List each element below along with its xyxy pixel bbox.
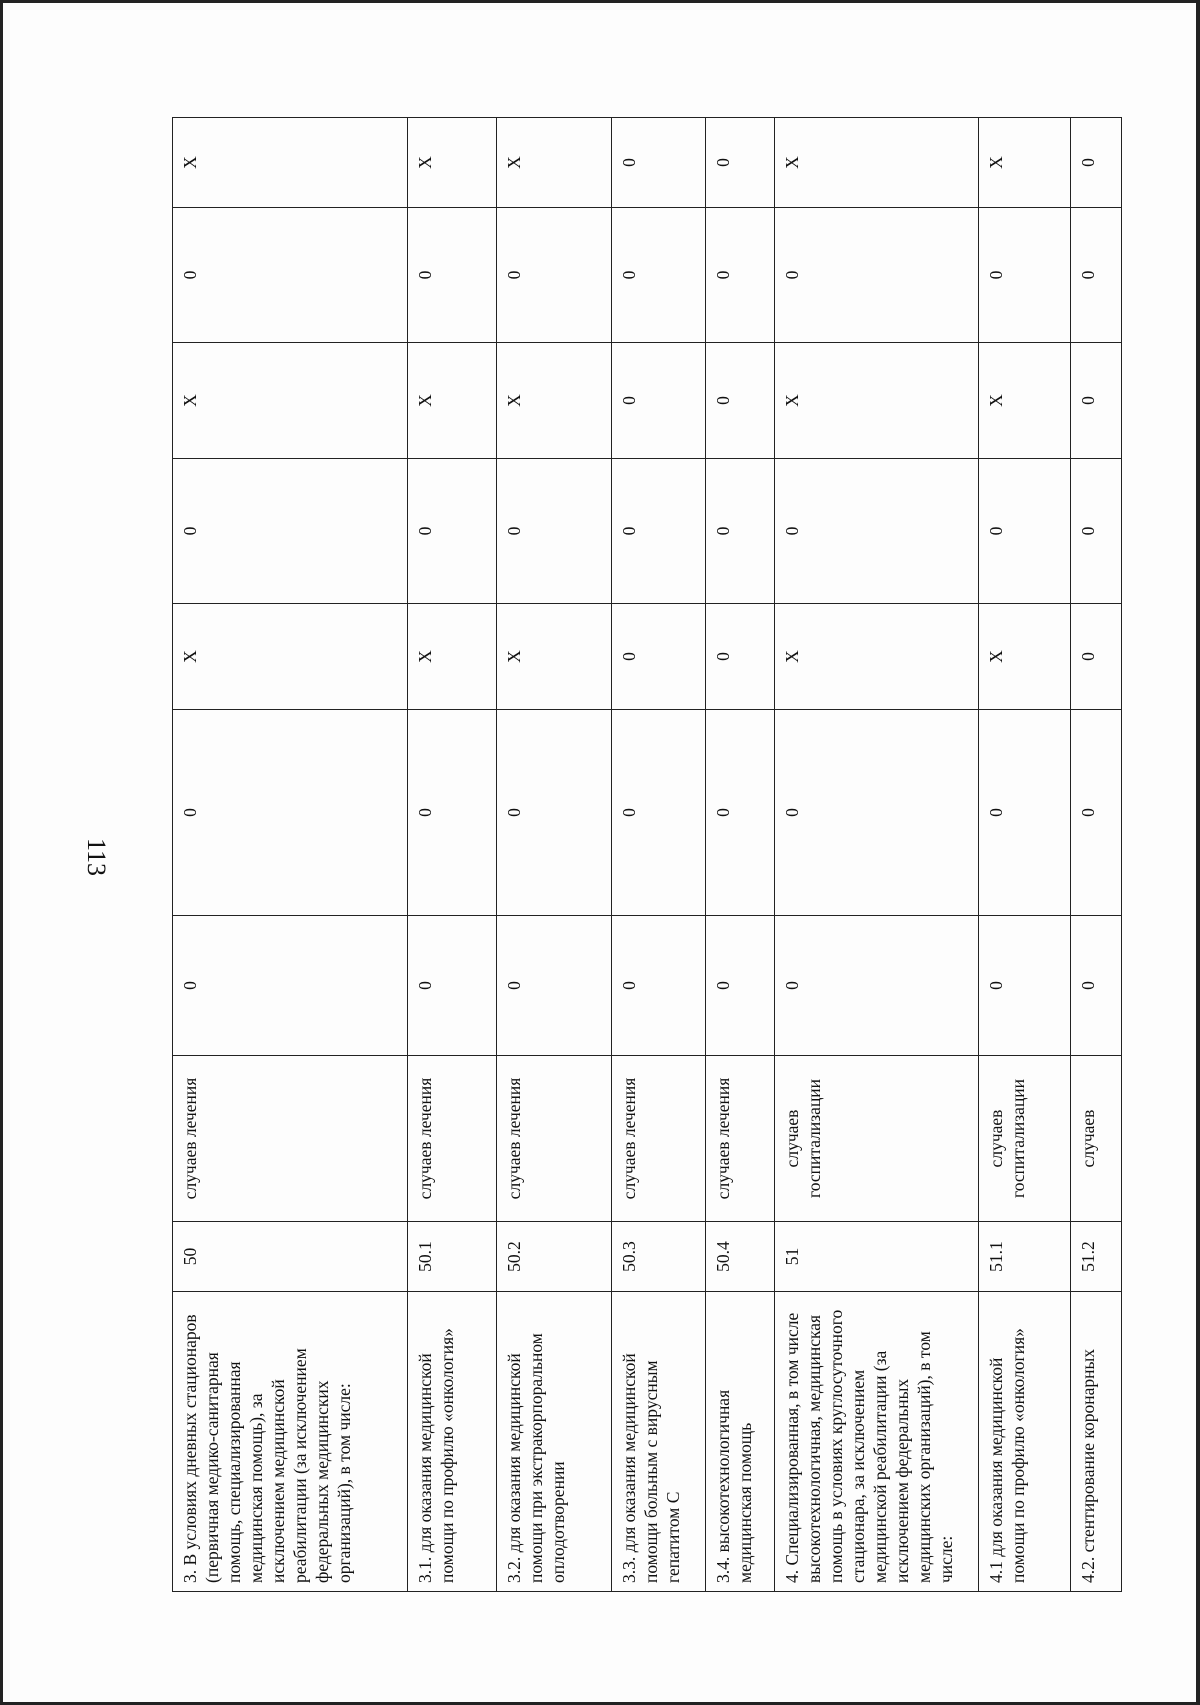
value-cell: 0 bbox=[1070, 208, 1121, 343]
value-cell: 0 bbox=[775, 916, 979, 1056]
row-unit: случаев лечения bbox=[173, 1056, 408, 1222]
row-name: 3.3. для оказания медицинской помощи больным с вирусным гепатитом С bbox=[611, 1292, 705, 1592]
value-cell: 0 bbox=[705, 118, 774, 208]
table-row bbox=[407, 118, 497, 1592]
row-name: 3. В условиях дневных стационаров (первичная медико-санитарная помощь, специализированная медицинская помощь), за исключением медицинской реабилитации (за исключением федеральных медицинских организаций), в том числе: bbox=[173, 1292, 408, 1592]
value-cell: Х bbox=[173, 604, 408, 710]
value-cell: Х bbox=[775, 118, 979, 208]
value-cell: 0 bbox=[979, 916, 1071, 1056]
row-code: 50.2 bbox=[497, 1222, 611, 1292]
row-name: 4.2. стентирование коронарных bbox=[1070, 1292, 1121, 1592]
value-cell: Х bbox=[979, 118, 1071, 208]
value-cell: Х bbox=[497, 604, 611, 710]
value-cell: 0 bbox=[173, 208, 408, 343]
indicator-table bbox=[172, 117, 1122, 1592]
row-unit: случаев лечения bbox=[497, 1056, 611, 1222]
row-unit: случаев лечения bbox=[407, 1056, 497, 1222]
row-unit: случаев госпитализации bbox=[979, 1056, 1071, 1222]
value-cell: Х bbox=[407, 118, 497, 208]
scan-edge-left bbox=[0, 0, 3, 1705]
row-unit: случаев лечения bbox=[611, 1056, 705, 1222]
value-cell: Х bbox=[497, 343, 611, 459]
page-number: 113 bbox=[82, 837, 111, 877]
row-name: 4. Специализированная, в том числе высокотехнологичная, медицинская помощь в условиях круглосуточного стационара, за исключением медицинской реабилитации (за исключением федеральных медицинских организаций), в том числе: bbox=[775, 1292, 979, 1592]
value-cell: 0 bbox=[1070, 459, 1121, 604]
value-cell: 0 bbox=[775, 208, 979, 343]
value-cell: 0 bbox=[1070, 604, 1121, 710]
value-cell: 0 bbox=[173, 916, 408, 1056]
row-code: 51.2 bbox=[1070, 1222, 1121, 1292]
value-cell: Х bbox=[173, 118, 408, 208]
value-cell: 0 bbox=[497, 916, 611, 1056]
value-cell: 0 bbox=[705, 710, 774, 916]
table-row bbox=[979, 118, 1071, 1592]
value-cell: 0 bbox=[407, 459, 497, 604]
scan-edge-top bbox=[0, 0, 1200, 3]
row-unit: случаев bbox=[1070, 1056, 1121, 1222]
value-cell: 0 bbox=[979, 208, 1071, 343]
value-cell: 0 bbox=[611, 710, 705, 916]
row-code: 50.4 bbox=[705, 1222, 774, 1292]
row-name: 3.1. для оказания медицинской помощи по профилю «онкология» bbox=[407, 1292, 497, 1592]
row-name: 3.2. для оказания медицинской помощи при экстракорпоральном оплодотворении bbox=[497, 1292, 611, 1592]
value-cell: 0 bbox=[407, 710, 497, 916]
table-row bbox=[1070, 118, 1121, 1592]
table-body bbox=[173, 118, 1122, 1592]
table-row bbox=[705, 118, 774, 1592]
value-cell: Х bbox=[979, 604, 1071, 710]
row-name: 4.1 для оказания медицинской помощи по профилю «онкология» bbox=[979, 1292, 1071, 1592]
row-unit: случаев лечения bbox=[705, 1056, 774, 1222]
value-cell: 0 bbox=[705, 208, 774, 343]
value-cell: 0 bbox=[611, 604, 705, 710]
value-cell: Х bbox=[407, 604, 497, 710]
value-cell: 0 bbox=[1070, 916, 1121, 1056]
value-cell: 0 bbox=[611, 118, 705, 208]
value-cell: 0 bbox=[705, 459, 774, 604]
scan-edge-right bbox=[1196, 0, 1200, 1705]
value-cell: 0 bbox=[775, 459, 979, 604]
table-row bbox=[497, 118, 611, 1592]
value-cell: Х bbox=[407, 343, 497, 459]
value-cell: 0 bbox=[611, 459, 705, 604]
value-cell: 0 bbox=[173, 710, 408, 916]
value-cell: 0 bbox=[497, 459, 611, 604]
value-cell: 0 bbox=[611, 208, 705, 343]
value-cell: 0 bbox=[173, 459, 408, 604]
table-row bbox=[611, 118, 705, 1592]
value-cell: Х bbox=[775, 604, 979, 710]
value-cell: 0 bbox=[407, 208, 497, 343]
table-row bbox=[775, 118, 979, 1592]
value-cell: 0 bbox=[497, 710, 611, 916]
value-cell: Х bbox=[173, 343, 408, 459]
value-cell: Х bbox=[497, 118, 611, 208]
row-code: 50.3 bbox=[611, 1222, 705, 1292]
table-row bbox=[173, 118, 408, 1592]
row-name: 3.4. высокотехнологичная медицинская помощь bbox=[705, 1292, 774, 1592]
value-cell: 0 bbox=[1070, 710, 1121, 916]
value-cell: 0 bbox=[705, 916, 774, 1056]
value-cell: 0 bbox=[1070, 343, 1121, 459]
value-cell: 0 bbox=[407, 916, 497, 1056]
value-cell: 0 bbox=[705, 343, 774, 459]
value-cell: Х bbox=[775, 343, 979, 459]
value-cell: 0 bbox=[611, 343, 705, 459]
value-cell: 0 bbox=[979, 710, 1071, 916]
row-code: 51 bbox=[775, 1222, 979, 1292]
row-code: 51.1 bbox=[979, 1222, 1071, 1292]
value-cell: 0 bbox=[1070, 118, 1121, 208]
value-cell: 0 bbox=[497, 208, 611, 343]
row-unit: случаев госпитализации bbox=[775, 1056, 979, 1222]
value-cell: 0 bbox=[611, 916, 705, 1056]
value-cell: Х bbox=[979, 343, 1071, 459]
row-code: 50.1 bbox=[407, 1222, 497, 1292]
row-code: 50 bbox=[173, 1222, 408, 1292]
value-cell: 0 bbox=[705, 604, 774, 710]
value-cell: 0 bbox=[775, 710, 979, 916]
rotated-table-wrapper bbox=[172, 118, 1122, 1592]
value-cell: 0 bbox=[979, 459, 1071, 604]
